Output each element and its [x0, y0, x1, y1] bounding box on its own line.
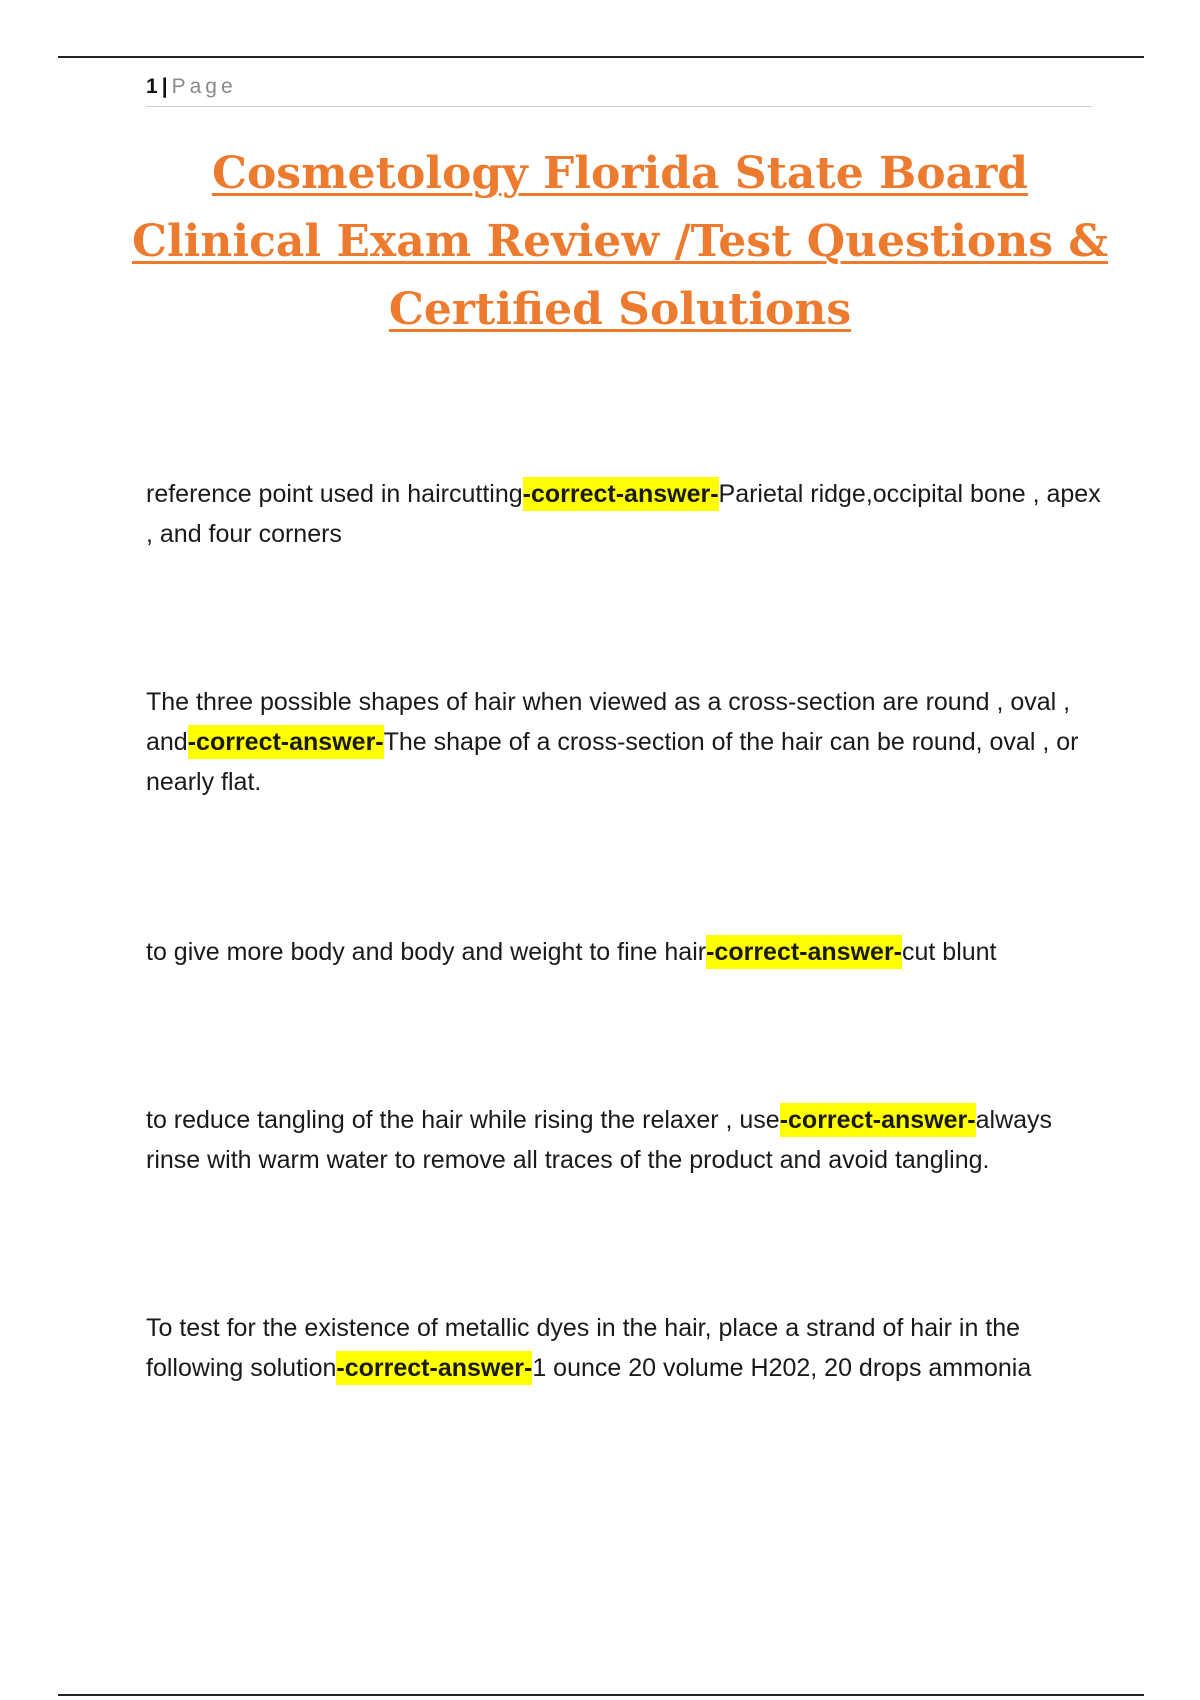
page-separator: | — [161, 75, 168, 98]
page-header — [146, 72, 1092, 107]
correct-answer-marker: -correct-answer- — [188, 725, 384, 759]
answer-text: cut blunt — [902, 938, 997, 966]
qa-item — [146, 474, 1106, 554]
title-line-3: Certified Solutions — [388, 284, 852, 335]
answer-text: 1 ounce 20 volume H202, 20 drops ammonia — [532, 1354, 1032, 1382]
qa-item — [146, 682, 1106, 802]
qa-item — [146, 1308, 1106, 1388]
question-text: to give more body and body and weight to fine hair — [146, 938, 707, 966]
correct-answer-marker: -correct-answer- — [780, 1103, 976, 1137]
bottom-page-rule — [58, 1694, 1144, 1696]
answer-text: always rinse with warm water to remove all traces of the product and avoid tangling. — [146, 1106, 1053, 1174]
answer-text: The shape of a cross-section of the hair can be round, oval , or nearly flat. — [146, 728, 1079, 796]
document-title — [120, 140, 1120, 344]
question-text: The three possible shapes of hair when viewed as a cross-section are round , oval , and — [146, 688, 1071, 756]
title-line-2: Clinical Exam Review /Test Questions & — [131, 216, 1109, 267]
question-text: to reduce tangling of the hair while rising the relaxer , use — [146, 1106, 780, 1134]
question-text: reference point used in haircutting — [146, 480, 523, 508]
top-page-rule — [58, 56, 1144, 58]
answer-text: Parietal ridge,occipital bone , apex , and four corners — [146, 480, 1101, 548]
qa-item — [146, 1100, 1106, 1180]
correct-answer-marker: -correct-answer- — [706, 935, 902, 969]
correct-answer-marker: -correct-answer- — [336, 1351, 532, 1385]
page-label: Page — [171, 75, 237, 98]
question-text: To test for the existence of metallic dyes in the hair, place a strand of hair in the following solution — [146, 1314, 1021, 1382]
page-number: 1 — [146, 75, 158, 98]
correct-answer-marker: -correct-answer- — [523, 477, 719, 511]
title-line-1: Cosmetology Florida State Board — [211, 148, 1029, 199]
qa-item — [146, 932, 1106, 972]
